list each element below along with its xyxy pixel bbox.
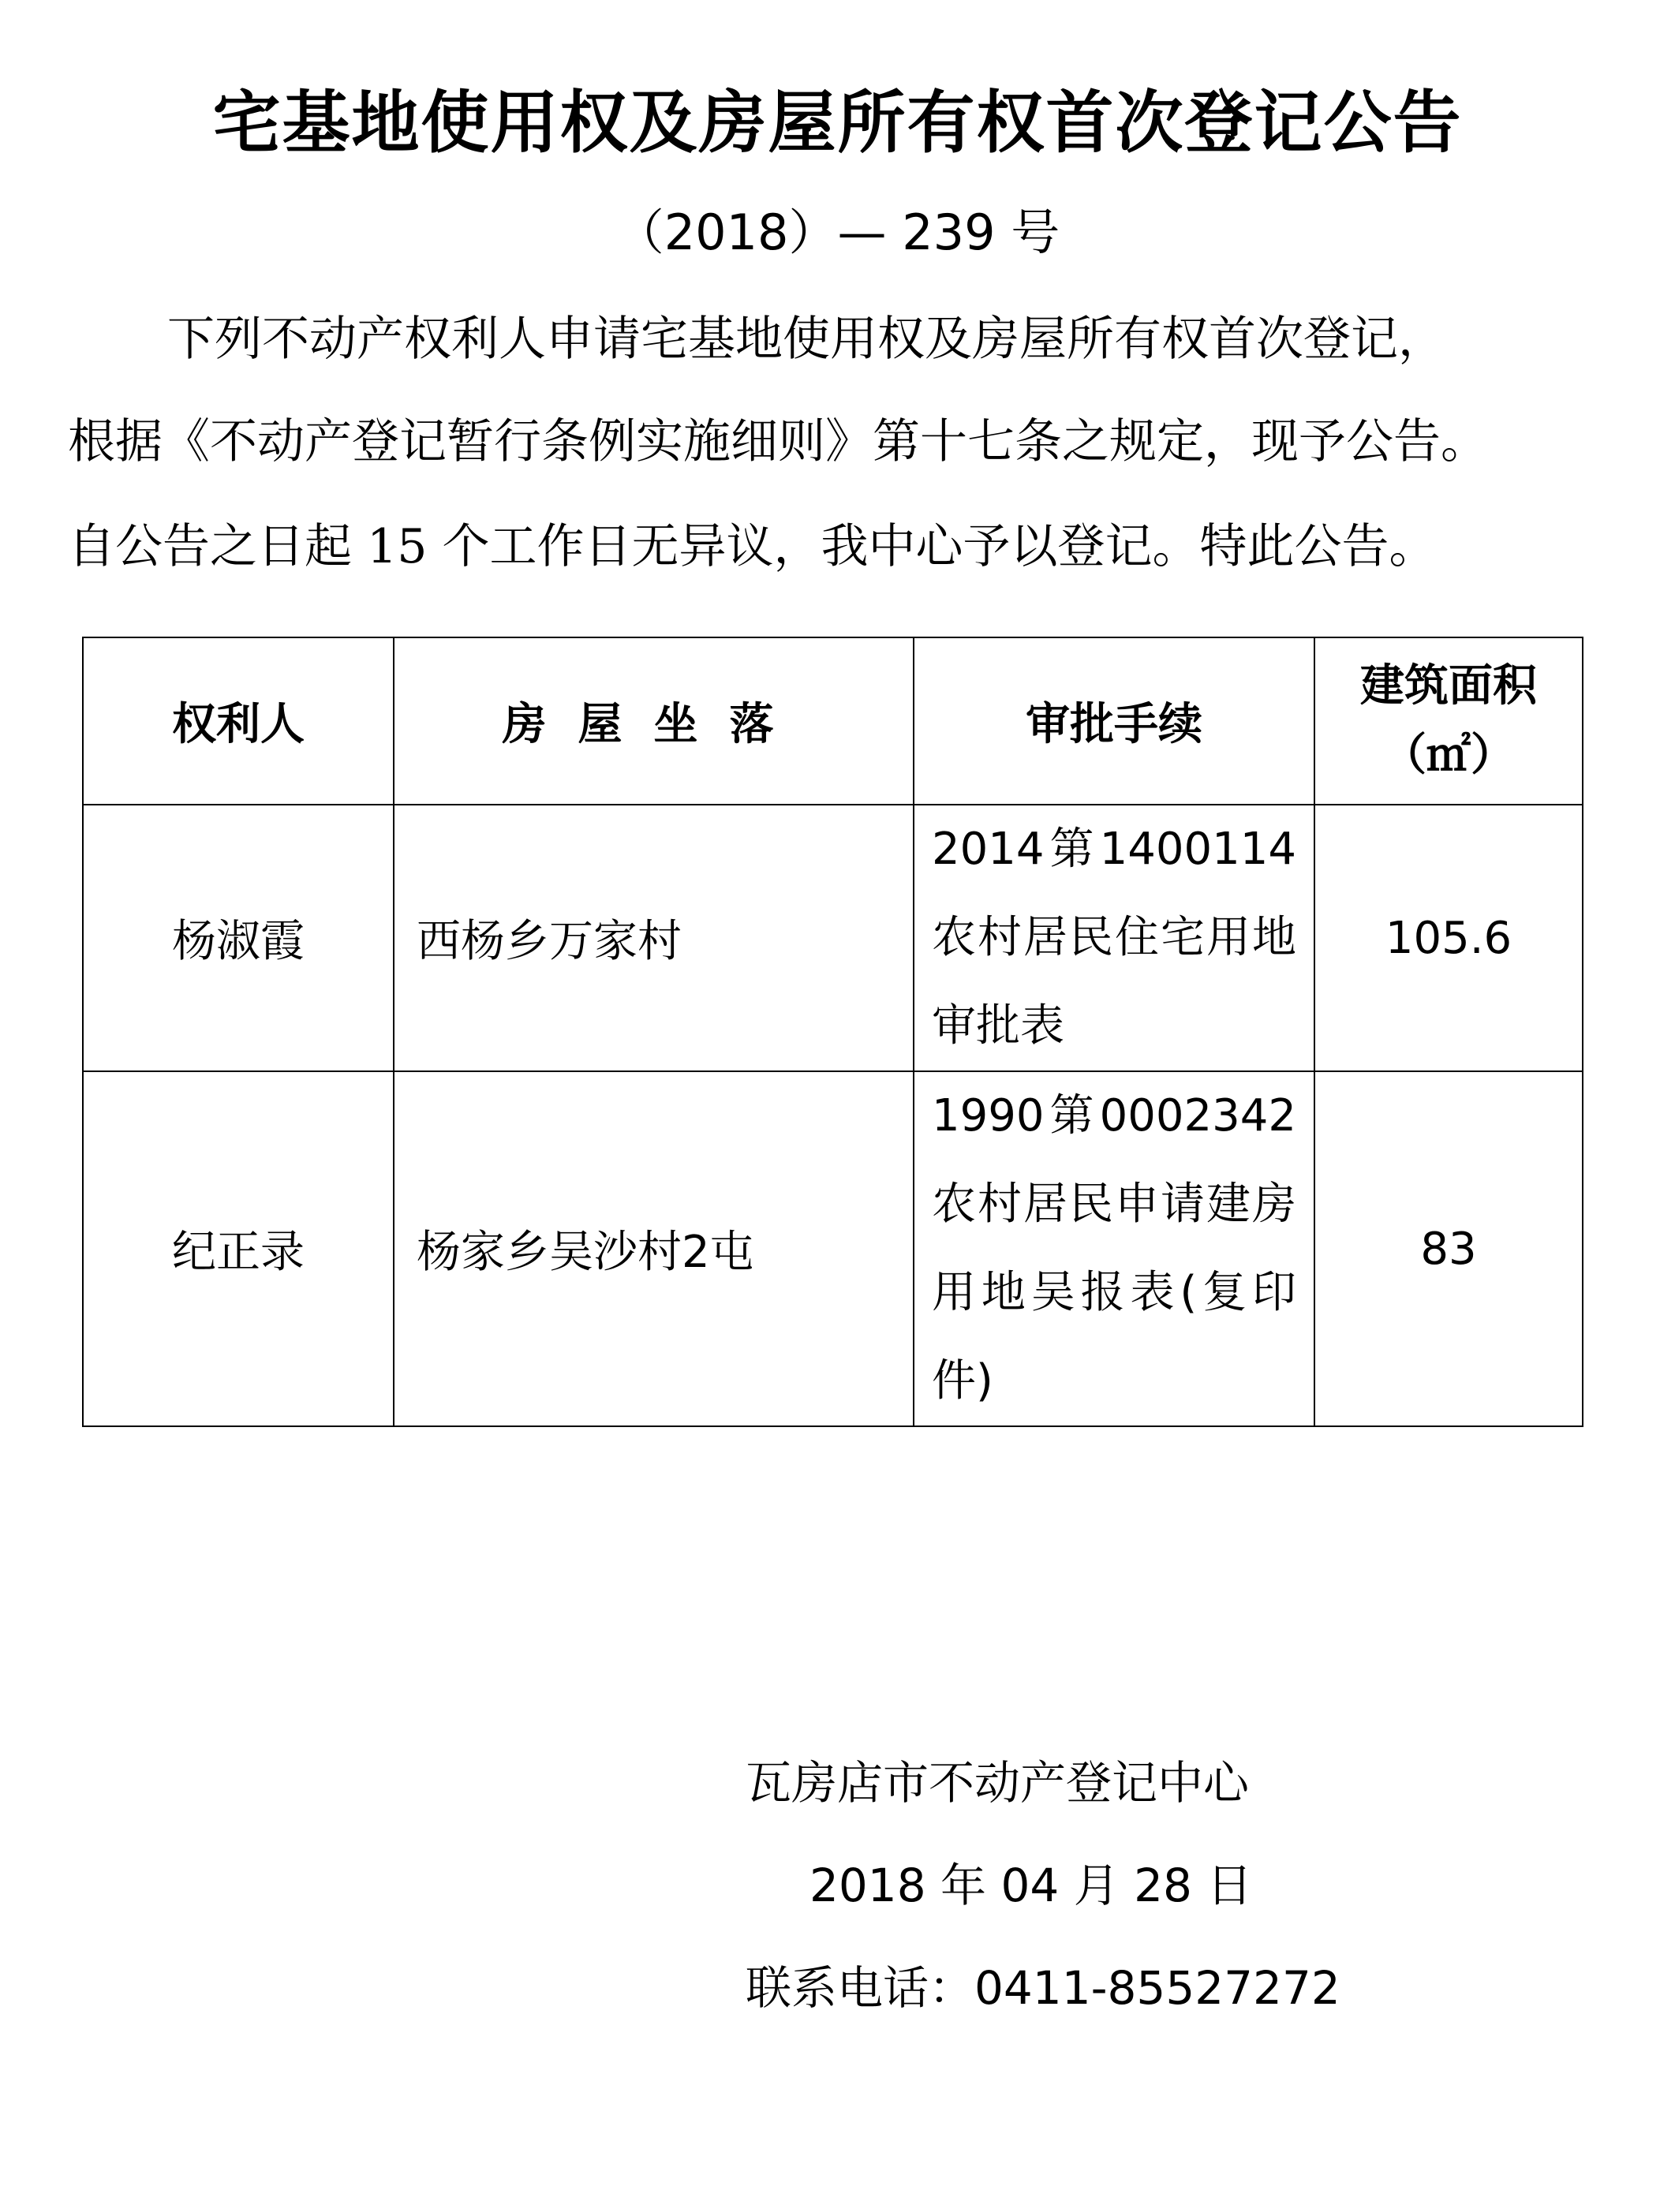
notice-paragraph-line-3: 自公告之日起 15 个工作日无异议，我中心予以登记。特此公告。 — [68, 519, 1437, 574]
header-area — [1314, 637, 1583, 805]
header-approval: 审批手续 — [914, 637, 1314, 805]
header-area-unit: （㎡） — [1382, 730, 1515, 781]
header-location: 房屋坐落 — [394, 637, 914, 805]
cell-location: 杨家乡吴沙村2屯 — [394, 1071, 914, 1426]
document-number: （2018）— 239 号 — [615, 204, 1060, 261]
cell-area: 105.6 — [1314, 805, 1583, 1071]
contact-phone: 联系电话：0411-85527272 — [746, 1961, 1340, 2015]
cell-holder: 杨淑霞 — [83, 805, 394, 1071]
header-holder: 权利人 — [83, 637, 394, 805]
issue-date: 2018 年 04 月 28 日 — [809, 1859, 1253, 1912]
cell-approval: 2014第1400114农村居民住宅用地审批表 — [914, 805, 1314, 1071]
table-row — [83, 805, 1583, 1071]
notice-paragraph-line-2: 根据《不动产登记暂行条例实施细则》第十七条之规定，现予公告。 — [68, 414, 1488, 469]
notice-title: 宅基地使用权及房屋所有权首次登记公告 — [212, 84, 1463, 163]
issuing-office: 瓦房店市不动产登记中心 — [746, 1756, 1250, 1810]
cell-holder: 纪正录 — [83, 1071, 394, 1426]
registration-table — [82, 637, 1583, 1427]
notice-paragraph-line-1: 下列不动产权利人申请宅基地使用权及房屋所有权首次登记， — [167, 312, 1445, 367]
table-header-row — [83, 637, 1583, 805]
cell-approval: 1990第0002342农村居民申请建房用地吴报表(复印件) — [914, 1071, 1314, 1426]
cell-location: 西杨乡万家村 — [394, 805, 914, 1071]
cell-area: 83 — [1314, 1071, 1583, 1426]
header-area-label: 建筑面积 — [1360, 660, 1537, 712]
table-row — [83, 1071, 1583, 1426]
